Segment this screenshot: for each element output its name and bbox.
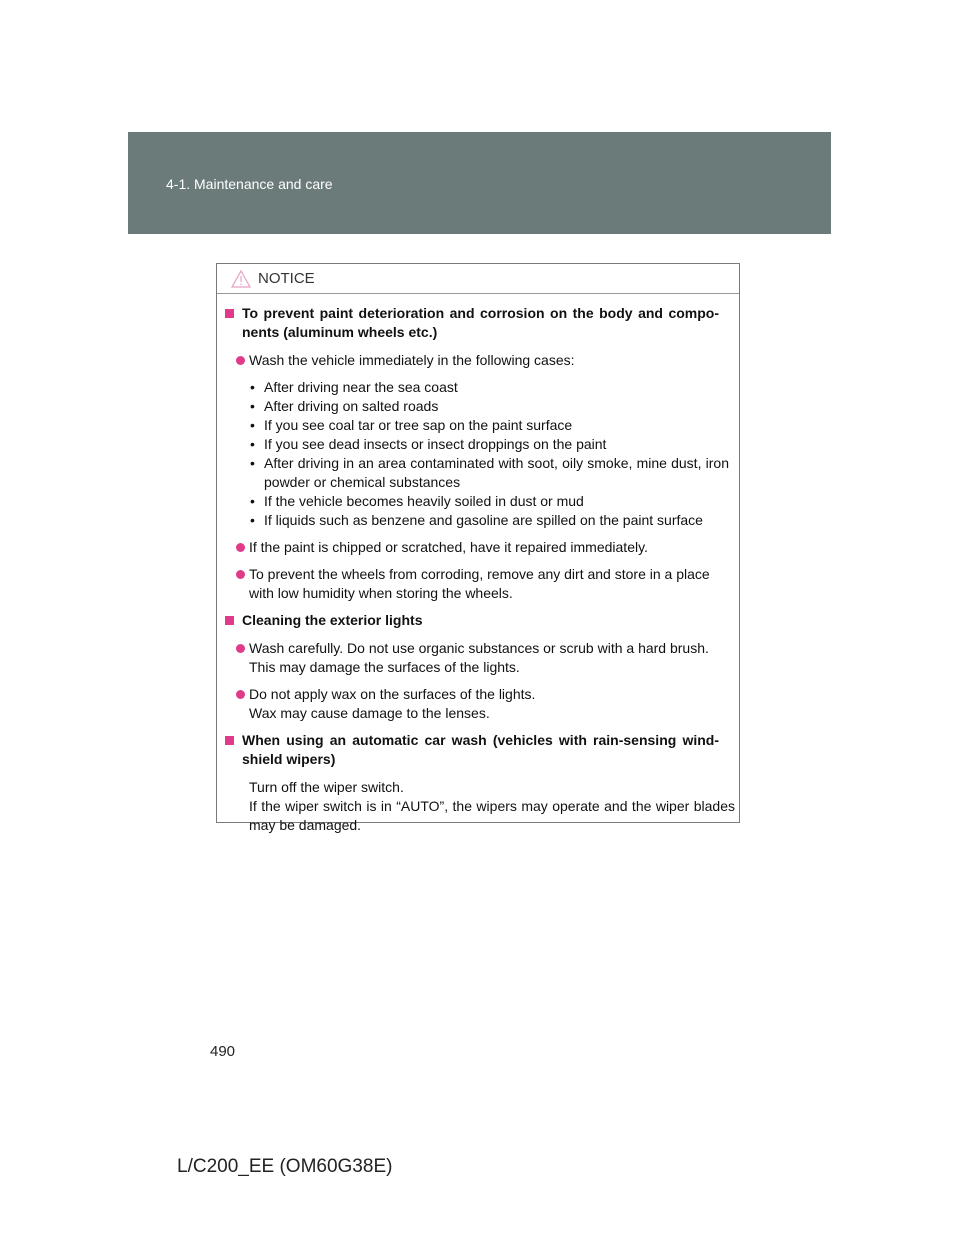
list-item: • If liquids such as benzene and gasoline are spilled on the paint surface (250, 512, 703, 528)
heading-exterior-lights: Cleaning the exterior lights (217, 611, 739, 630)
notice-label: NOTICE (258, 270, 315, 287)
square-bullet-icon (225, 736, 234, 745)
bullet-wheel-corrosion: To prevent the wheels from corroding, remove any dirt and store in a place with low humidity when storing the wheels. (217, 565, 739, 603)
wash-cases-list (217, 378, 739, 530)
section-title: 4-1. Maintenance and care (166, 176, 333, 192)
car-wash-paragraph: Turn off the wiper switch. If the wiper switch is in “AUTO”, the wipers may operate and the wiper blades may be damaged. (249, 779, 735, 833)
bullet-paint-chipped: If the paint is chipped or scratched, have it repaired immediately. (217, 538, 739, 557)
round-bullet-icon (236, 543, 245, 552)
heading-paint-protection: To prevent paint deterioration and corrosion on the body and compo-nents (aluminum wheels etc.) (217, 304, 739, 342)
notice-box (216, 263, 740, 833)
list-item: • If you see dead insects or insect droppings on the paint (250, 436, 607, 452)
list-item: • After driving near the sea coast (250, 379, 458, 395)
list-item: • If the vehicle becomes heavily soiled in dust or mud (250, 493, 584, 509)
square-bullet-icon (225, 309, 234, 318)
round-bullet-icon (236, 356, 245, 365)
square-bullet-icon (225, 616, 234, 625)
header-band (128, 132, 831, 234)
round-bullet-icon (236, 690, 245, 699)
bullet-wash-carefully: Wash carefully. Do not use organic substances or scrub with a hard brush. This may damage the surfaces of the lights. (217, 639, 739, 677)
notice-content (217, 304, 739, 835)
list-item: • After driving on salted roads (250, 398, 439, 414)
bullet-no-wax: Do not apply wax on the surfaces of the lights. Wax may cause damage to the lenses. (217, 685, 739, 723)
heading-car-wash: When using an automatic car wash (vehicles with rain-sensing wind-shield wipers) (217, 731, 739, 769)
round-bullet-icon (236, 644, 245, 653)
notice-header (217, 264, 739, 294)
warning-triangle-icon (231, 270, 251, 288)
document-code: L/C200_EE (OM60G38E) (177, 1156, 393, 1177)
bullet-wash-immediately: Wash the vehicle immediately in the following cases: (217, 351, 739, 370)
round-bullet-icon (236, 570, 245, 579)
page-number: 490 (210, 1043, 236, 1060)
list-item: • If you see coal tar or tree sap on the paint surface (250, 417, 573, 433)
list-item: • After driving in an area contaminated with soot, oily smoke, mine dust, iron powder or chemical substances (250, 455, 729, 490)
